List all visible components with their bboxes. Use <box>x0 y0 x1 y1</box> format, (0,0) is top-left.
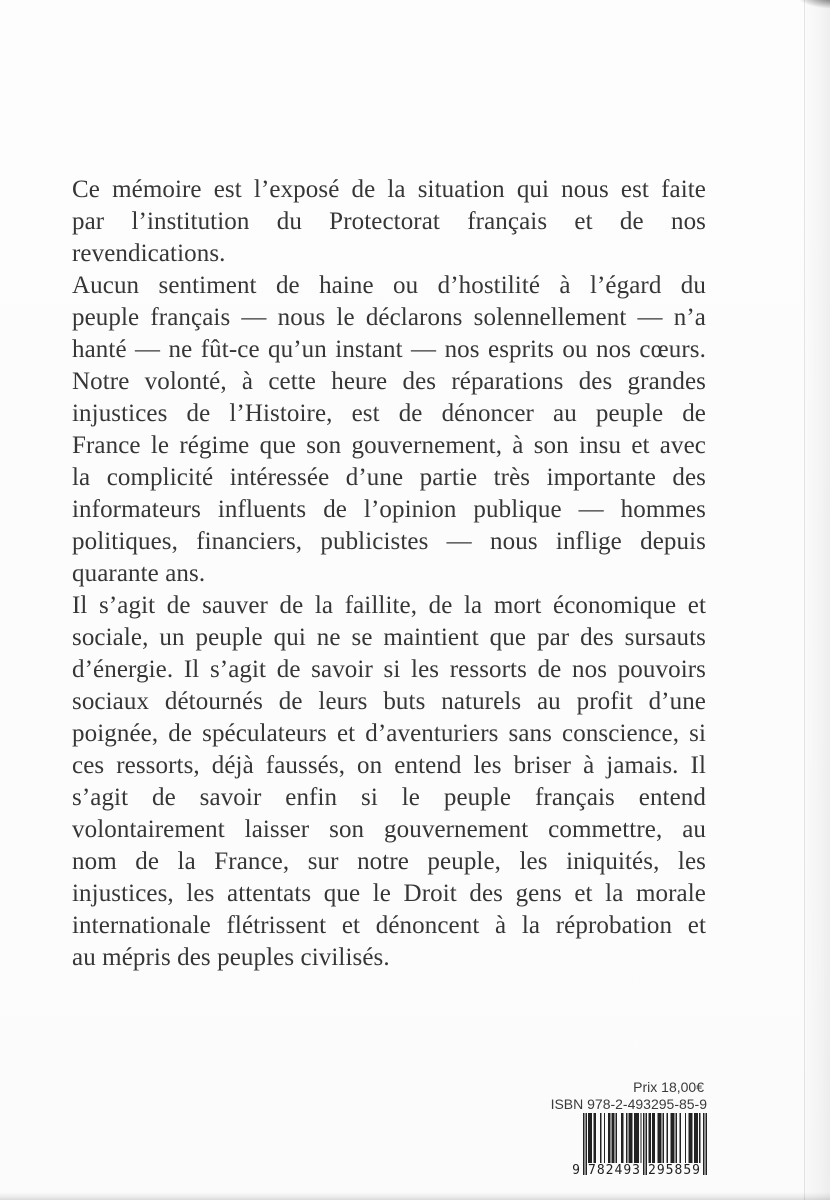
text-line: hanté — ne fût-ce qu’un instant — nos esprits ou nos cœurs. <box>72 336 706 363</box>
barcode-digit-left: 9 <box>572 1163 580 1178</box>
barcode-digit-group2: 295859 <box>648 1163 701 1178</box>
text-line: sociale, un peuple qui ne se maintient que par des sursauts <box>72 624 706 651</box>
text-line: internationale flétrissent et dénoncent à la réprobation et <box>72 912 706 939</box>
book-page-edge <box>804 0 830 1200</box>
isbn-label: ISBN 978-2-493295-85-9 <box>550 1096 707 1112</box>
text-line: injustices de l’Histoire, est de dénoncer au peuple de <box>72 400 706 427</box>
barcode-digit-group1: 782493 <box>588 1163 641 1178</box>
photo-corner-shadow <box>790 0 830 11</box>
text-line: poignée, de spéculateurs et d’aventuriers sans conscience, si <box>72 720 706 747</box>
text-line: France le régime que son gouvernement, à son insu et avec <box>72 432 706 459</box>
text-line: informateurs influents de l’opinion publique — hommes <box>72 496 706 523</box>
text-line: Il s’agit de sauver de la faillite, de la mort économique et <box>72 592 706 619</box>
text-line: revendications. <box>72 240 226 267</box>
text-line: au mépris des peuples civilisés. <box>72 944 390 971</box>
text-line: politiques, financiers, publicistes — nous inflige depuis <box>72 528 706 555</box>
price-label: Prix 18,00€ <box>633 1079 704 1095</box>
text-line: nom de la France, sur notre peuple, les iniquités, les <box>72 848 706 875</box>
text-line: Notre volonté, à cette heure des réparations des grandes <box>72 368 706 395</box>
text-line: injustices, les attentats que le Droit des gens et la morale <box>72 880 706 907</box>
text-line: la complicité intéressée d’une partie très importante des <box>72 464 706 491</box>
text-line: s’agit de savoir enfin si le peuple français entend <box>72 784 706 811</box>
text-line: Aucun sentiment de haine ou d’hostilité à l’égard du <box>72 272 706 299</box>
text-line: d’énergie. Il s’agit de savoir si les ressorts de nos pouvoirs <box>72 656 706 683</box>
text-line: peuple français — nous le déclarons solennellement — n’a <box>72 304 706 331</box>
text-line: Ce mémoire est l’exposé de la situation qui nous est faite <box>72 176 706 203</box>
text-line: ces ressorts, déjà faussés, on entend les briser à jamais. Il <box>72 752 706 779</box>
back-cover-text <box>72 174 706 974</box>
ean13-barcode <box>568 1113 710 1183</box>
text-line: quarante ans. <box>72 560 206 587</box>
text-line: par l’institution du Protectorat français et de nos <box>72 208 706 235</box>
text-line: volontairement laisser son gouvernement commettre, au <box>72 816 706 843</box>
text-line: sociaux détournés de leurs buts naturels au profit d’une <box>72 688 706 715</box>
photo-bottom-shadow <box>0 1192 830 1200</box>
